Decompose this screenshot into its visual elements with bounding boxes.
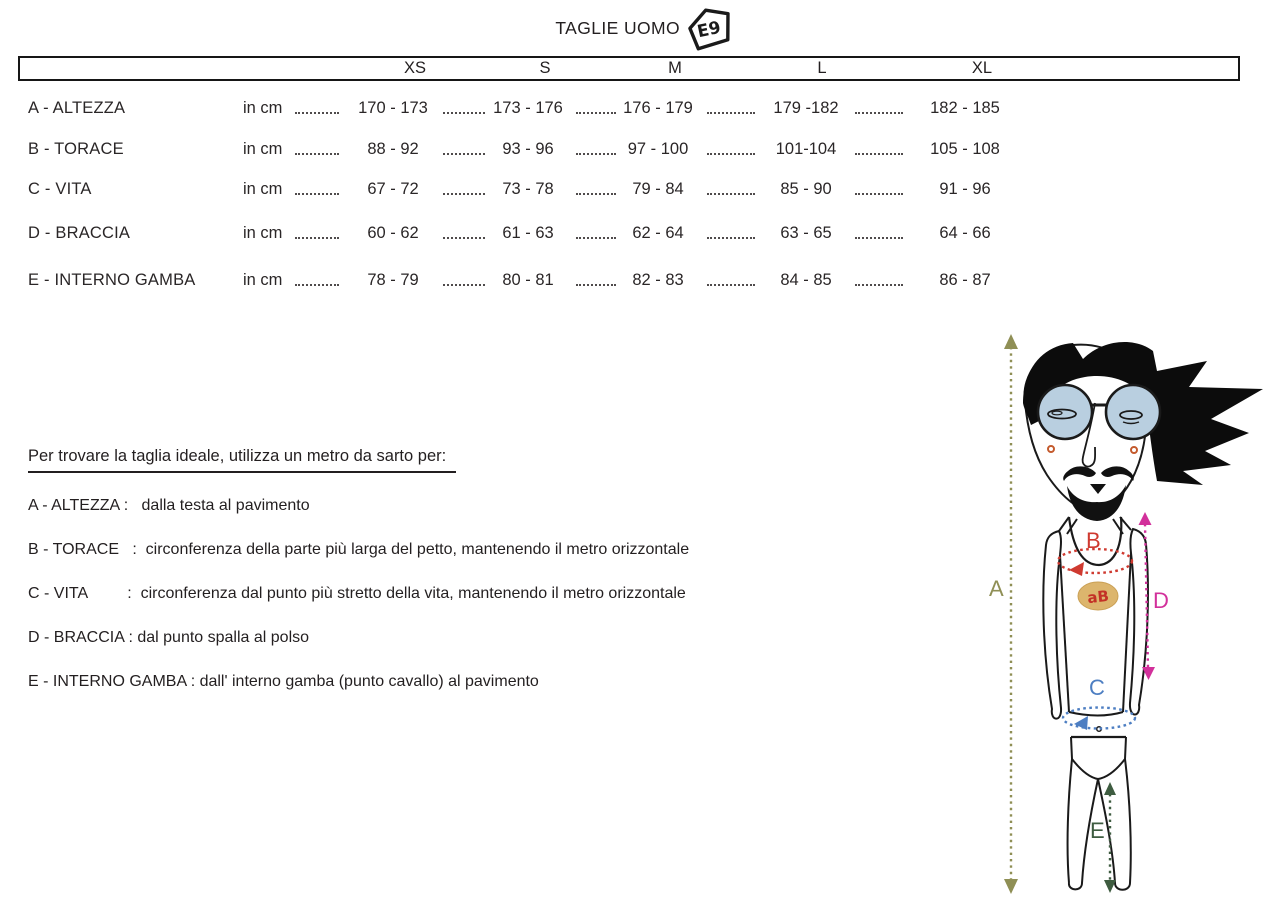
table-row-interno-gamba [0, 271, 1277, 293]
dot-leader [295, 237, 339, 239]
value-xl: 86 - 87 [939, 271, 991, 289]
value-m: 82 - 83 [632, 271, 684, 289]
dot-leader [295, 193, 339, 195]
value-xl: 91 - 96 [939, 180, 991, 198]
row-label: B - TORACE [28, 140, 124, 158]
row-label: E - INTERNO GAMBA [28, 271, 196, 289]
e9-brand-logo-icon [684, 6, 734, 52]
dot-leader [443, 112, 485, 114]
value-s: 61 - 63 [502, 224, 554, 242]
instruction-torace: B - TORACE : circonferenza della parte più larga del petto, mantenendo il metro orizzontale [28, 541, 690, 558]
measure-letter-b: B [1086, 528, 1101, 553]
dot-leader [707, 284, 755, 286]
size-col-m: M [668, 59, 682, 77]
dot-leader [443, 153, 485, 155]
dot-leader [855, 112, 903, 114]
briefs [1071, 737, 1126, 779]
instruction-interno-gamba: E - INTERNO GAMBA : dall' interno gamba (punto cavallo) al pavimento [28, 673, 539, 690]
dot-leader [707, 193, 755, 195]
table-row-altezza [0, 99, 1277, 121]
value-l: 85 - 90 [780, 180, 832, 198]
unit-label: in cm [243, 140, 283, 158]
value-l: 84 - 85 [780, 271, 832, 289]
unit-label: in cm [243, 271, 283, 289]
size-col-xl: XL [971, 59, 993, 77]
figure-illustration [985, 331, 1277, 901]
dot-leader [855, 284, 903, 286]
unit-label: in cm [243, 224, 283, 242]
dot-leader [443, 284, 485, 286]
dot-leader [707, 237, 755, 239]
value-xl: 64 - 66 [939, 224, 991, 242]
value-l: 179 -182 [773, 99, 839, 117]
value-xs: 170 - 173 [358, 99, 428, 117]
value-s: 173 - 176 [493, 99, 563, 117]
tank-strap-left [1059, 517, 1077, 534]
value-xs: 88 - 92 [367, 140, 419, 158]
tank-hem [1069, 712, 1123, 716]
left-arm [1043, 531, 1061, 719]
table-row-braccia [0, 224, 1277, 246]
torso-side-right [1123, 553, 1131, 712]
shirt-logo-patch [1078, 582, 1118, 610]
row-label: C - VITA [28, 180, 92, 198]
table-row-vita [0, 180, 1277, 202]
size-col-s: S [539, 59, 551, 77]
value-l: 63 - 65 [780, 224, 832, 242]
value-m: 79 - 84 [632, 180, 684, 198]
dot-leader [855, 193, 903, 195]
size-col-l: L [817, 59, 827, 77]
dot-leader [443, 193, 485, 195]
unit-label: in cm [243, 99, 283, 117]
value-xl: 182 - 185 [930, 99, 1000, 117]
sunglasses-left-lens [1038, 385, 1092, 439]
value-xl: 105 - 108 [930, 140, 1000, 158]
measure-letter-e: E [1090, 818, 1105, 843]
value-s: 73 - 78 [502, 180, 554, 198]
patch-text: aB [1086, 586, 1110, 608]
right-foot [1115, 883, 1130, 890]
value-m: 62 - 64 [632, 224, 684, 242]
dot-leader [855, 237, 903, 239]
instruction-braccia: D - BRACCIA : dal punto spalla al polso [28, 629, 310, 646]
value-xs: 67 - 72 [367, 180, 419, 198]
value-l: 101-104 [775, 140, 837, 158]
instruction-altezza: A - ALTEZZA : dalla testa al pavimento [28, 497, 310, 514]
e9-logo-text: E9 [695, 17, 723, 43]
sunglasses-right-lens [1106, 385, 1160, 439]
left-foot [1069, 883, 1082, 889]
height-arrow-a [989, 334, 1018, 894]
cartoon-man-head [1023, 342, 1263, 521]
value-xs: 60 - 62 [367, 224, 419, 242]
size-header-bar [18, 56, 1240, 81]
unit-label: in cm [243, 180, 283, 198]
page-title: TAGLIE UOMO [555, 18, 680, 38]
row-label: D - BRACCIA [28, 224, 131, 242]
value-m: 176 - 179 [623, 99, 693, 117]
size-col-xs: XS [403, 59, 426, 77]
dot-leader [295, 153, 339, 155]
table-row-torace [0, 140, 1277, 162]
dot-leader [707, 112, 755, 114]
dot-leader [707, 153, 755, 155]
measure-letter-a: A [989, 576, 1004, 601]
dot-leader [295, 284, 339, 286]
measure-letter-d: D [1153, 588, 1169, 613]
row-label: A - ALTEZZA [28, 99, 126, 117]
value-xs: 78 - 79 [367, 271, 419, 289]
dot-leader [295, 112, 339, 114]
torso-side-left [1060, 555, 1069, 712]
value-s: 80 - 81 [502, 271, 554, 289]
value-s: 93 - 96 [502, 140, 554, 158]
instructions-heading: Per trovare la taglia ideale, utilizza un metro da sarto per: [28, 447, 456, 473]
dot-leader [855, 153, 903, 155]
dot-leader [443, 237, 485, 239]
measure-letter-c: C [1089, 675, 1105, 700]
value-m: 97 - 100 [627, 140, 689, 158]
instruction-vita: C - VITA : circonferenza dal punto più stretto della vita, mantenendo il metro orizzontale [28, 585, 686, 602]
